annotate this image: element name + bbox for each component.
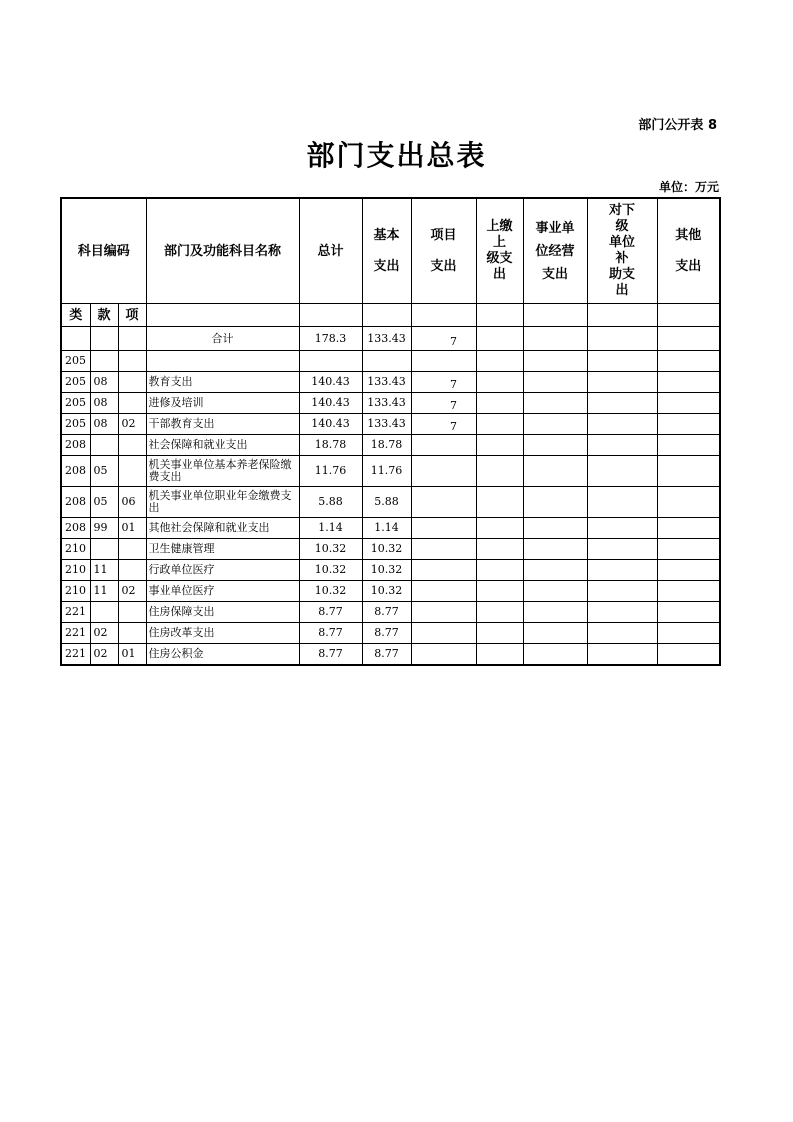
cell-total: 140.43 [299,372,362,393]
cell-kuan: 99 [90,518,118,539]
cell-xiang [118,372,146,393]
table-row [61,393,720,414]
cell-lei: 205 [61,372,90,393]
total-basic: 133.43 [362,327,411,351]
empty-cell [476,518,523,539]
subheader-xiang: 项 [118,304,146,327]
cell-xiang [118,539,146,560]
header-row [61,198,720,304]
cell-xiang [118,623,146,644]
empty-cell [587,304,657,327]
subheader-row [61,304,720,327]
empty-cell [587,351,657,372]
table-row [61,581,720,602]
cell-project: 7 [411,393,476,414]
cell-name: 教育支出 [146,372,299,393]
empty-cell [657,487,720,518]
cell-project [411,581,476,602]
cell-lei: 221 [61,602,90,623]
cell-kuan: 11 [90,581,118,602]
cell-xiang [118,456,146,487]
cell-project: 7 [411,372,476,393]
empty-cell [657,518,720,539]
empty-cell [587,602,657,623]
cell-xiang [118,435,146,456]
empty-cell [476,393,523,414]
cell-kuan: 08 [90,414,118,435]
empty-cell [523,518,587,539]
empty-cell [657,623,720,644]
cell-total [299,351,362,372]
cell-total: 5.88 [299,487,362,518]
cell-project [411,518,476,539]
empty-cell [587,560,657,581]
empty-cell [657,414,720,435]
cell-total: 140.43 [299,393,362,414]
cell-project [411,560,476,581]
cell-kuan [90,602,118,623]
empty-cell [587,623,657,644]
table-row [61,518,720,539]
cell-basic: 133.43 [362,372,411,393]
cell-name: 社会保障和就业支出 [146,435,299,456]
subheader-kuan: 款 [90,304,118,327]
cell-basic: 10.32 [362,539,411,560]
col-name-header: 部门及功能科目名称 [146,198,299,304]
cell-lei: 210 [61,539,90,560]
table-row [61,623,720,644]
empty-cell [476,372,523,393]
cell-project [411,487,476,518]
cell-xiang: 01 [118,644,146,666]
cell-project [411,644,476,666]
col-code-header: 科目编码 [61,198,146,304]
empty-cell [657,435,720,456]
cell-basic: 8.77 [362,602,411,623]
empty-cell [476,487,523,518]
empty-cell [657,372,720,393]
empty-cell [476,539,523,560]
empty-cell [523,581,587,602]
empty-cell [362,304,411,327]
empty-cell [587,456,657,487]
table-row [61,539,720,560]
empty-cell [523,304,587,327]
empty-cell [587,414,657,435]
cell-name: 其他社会保障和就业支出 [146,518,299,539]
cell-total: 18.78 [299,435,362,456]
empty-cell [411,304,476,327]
cell-basic: 10.32 [362,560,411,581]
empty-cell [476,644,523,666]
empty-cell [476,623,523,644]
empty-cell [523,487,587,518]
cell-lei: 208 [61,487,90,518]
empty-cell [587,435,657,456]
empty-cell [523,539,587,560]
cell-lei: 205 [61,414,90,435]
empty-cell [523,351,587,372]
cell-basic: 11.76 [362,456,411,487]
empty-cell [523,393,587,414]
empty-cell [587,518,657,539]
cell-basic: 133.43 [362,414,411,435]
subheader-lei: 类 [61,304,90,327]
page-title: 部门支出总表 [306,139,487,172]
cell-project [411,456,476,487]
empty-cell [657,560,720,581]
cell-xiang: 02 [118,581,146,602]
cell-kuan: 11 [90,560,118,581]
cell-basic: 1.14 [362,518,411,539]
cell-xiang [118,602,146,623]
empty-cell [587,581,657,602]
page-label: 部门公开表 8 [638,118,717,133]
table-row [61,351,720,372]
table-row [61,560,720,581]
empty-cell [587,372,657,393]
empty-cell [587,393,657,414]
empty-cell [299,304,362,327]
table-row [61,602,720,623]
cell-kuan: 02 [90,644,118,666]
total-project: 7 [411,327,476,351]
total-total: 178.3 [299,327,362,351]
col-subsidy-header: 对下 级 单位 补 助支 出 [587,198,657,304]
expenditure-table [60,197,721,666]
cell-total: 10.32 [299,581,362,602]
cell-name: 住房保障支出 [146,602,299,623]
cell-name: 机关事业单位基本养老保险缴费支出 [146,456,299,487]
empty-cell [657,581,720,602]
cell-name: 住房改革支出 [146,623,299,644]
empty-cell [476,581,523,602]
col-business-header: 事业单 位经营 支出 [523,198,587,304]
unit-label: 单位：万元 [658,180,719,194]
empty-cell [657,644,720,666]
empty-cell [657,539,720,560]
cell-basic: 10.32 [362,581,411,602]
cell-project: 7 [411,414,476,435]
cell-project [411,623,476,644]
cell-basic: 8.77 [362,623,411,644]
empty-cell [523,414,587,435]
empty-cell [523,327,587,351]
cell-lei: 208 [61,456,90,487]
empty-cell [587,487,657,518]
col-upper-header: 上缴 上 级支 出 [476,198,523,304]
cell-kuan: 08 [90,372,118,393]
cell-total: 8.77 [299,644,362,666]
empty-cell [657,327,720,351]
cell-lei: 221 [61,623,90,644]
cell-lei: 210 [61,581,90,602]
cell-kuan: 08 [90,393,118,414]
cell-project [411,435,476,456]
cell-total: 8.77 [299,623,362,644]
empty-cell [476,327,523,351]
cell-name: 干部教育支出 [146,414,299,435]
table-row [61,435,720,456]
empty-cell [587,327,657,351]
cell-xiang [118,351,146,372]
cell-name [146,351,299,372]
cell-lei: 208 [61,518,90,539]
empty-cell [90,327,118,351]
cell-kuan: 02 [90,623,118,644]
empty-cell [523,644,587,666]
cell-kuan: 05 [90,456,118,487]
empty-cell [587,539,657,560]
empty-cell [657,351,720,372]
cell-project [411,602,476,623]
cell-xiang [118,393,146,414]
table-row [61,372,720,393]
cell-lei: 221 [61,644,90,666]
table-row [61,456,720,487]
col-total-header: 总计 [299,198,362,304]
empty-cell [657,456,720,487]
empty-cell [146,304,299,327]
cell-kuan [90,539,118,560]
cell-total: 10.32 [299,560,362,581]
cell-kuan [90,435,118,456]
empty-cell [476,456,523,487]
cell-basic: 8.77 [362,644,411,666]
empty-cell [476,602,523,623]
empty-cell [476,435,523,456]
cell-xiang: 01 [118,518,146,539]
cell-name: 行政单位医疗 [146,560,299,581]
empty-cell [523,623,587,644]
cell-basic [362,351,411,372]
cell-kuan: 05 [90,487,118,518]
empty-cell [587,644,657,666]
cell-basic: 18.78 [362,435,411,456]
cell-lei: 205 [61,351,90,372]
empty-cell [476,414,523,435]
cell-total: 1.14 [299,518,362,539]
table-row [61,414,720,435]
cell-total: 10.32 [299,539,362,560]
empty-cell [523,560,587,581]
cell-xiang: 06 [118,487,146,518]
empty-cell [657,304,720,327]
col-project-header: 项目 支出 [411,198,476,304]
table-row [61,644,720,666]
table-row [61,487,720,518]
total-label: 合计 [146,327,299,351]
cell-name: 机关事业单位职业年金缴费支出 [146,487,299,518]
cell-lei: 208 [61,435,90,456]
empty-cell [657,602,720,623]
empty-cell [476,560,523,581]
cell-name: 事业单位医疗 [146,581,299,602]
empty-cell [523,372,587,393]
cell-name: 住房公积金 [146,644,299,666]
empty-cell [118,327,146,351]
cell-total: 11.76 [299,456,362,487]
col-other-header: 其他 支出 [657,198,720,304]
cell-xiang [118,560,146,581]
empty-cell [523,456,587,487]
total-row [61,327,720,351]
empty-cell [523,602,587,623]
empty-cell [476,304,523,327]
col-basic-header: 基本 支出 [362,198,411,304]
cell-lei: 205 [61,393,90,414]
empty-cell [523,435,587,456]
cell-basic: 133.43 [362,393,411,414]
cell-total: 8.77 [299,602,362,623]
empty-cell [476,351,523,372]
cell-project [411,539,476,560]
cell-lei: 210 [61,560,90,581]
empty-cell [657,393,720,414]
cell-total: 140.43 [299,414,362,435]
cell-name: 卫生健康管理 [146,539,299,560]
cell-name: 进修及培训 [146,393,299,414]
cell-project [411,351,476,372]
empty-cell [61,327,90,351]
cell-basic: 5.88 [362,487,411,518]
cell-xiang: 02 [118,414,146,435]
cell-kuan [90,351,118,372]
